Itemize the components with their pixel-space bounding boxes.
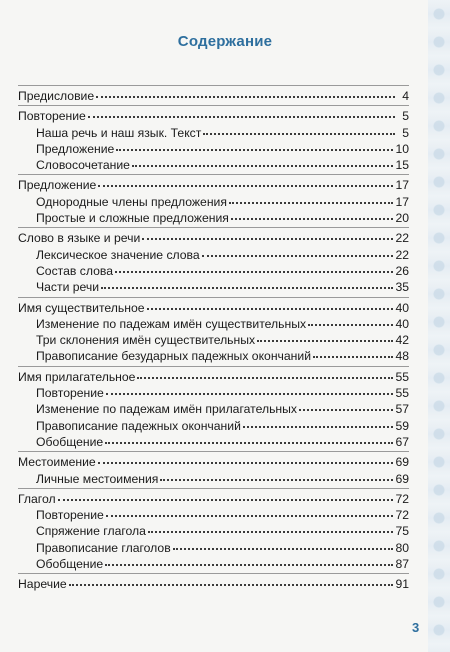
toc-entry-title: Повторение	[36, 508, 104, 523]
toc-entry-page: 69	[395, 471, 409, 486]
dot-leader	[243, 416, 394, 428]
dot-leader	[88, 106, 395, 118]
dot-leader	[69, 574, 394, 586]
dot-leader	[98, 452, 394, 464]
toc-entry-page: 10	[395, 141, 409, 156]
toc-entry-title: Словосочетание	[36, 158, 130, 173]
toc-entry-title: Предложение	[36, 141, 115, 156]
toc-entry-title: Слово в языке и речи	[18, 231, 141, 246]
toc-entry-page: 72	[395, 508, 409, 523]
toc-entry-title: Имя прилагательное	[18, 369, 136, 384]
page-edge-ornament	[428, 0, 450, 652]
toc-entry-page: 67	[395, 434, 409, 449]
toc-entry-page: 69	[395, 455, 409, 470]
dot-leader	[106, 383, 394, 395]
toc-subsection	[18, 210, 409, 226]
toc-entry-title: Спряжение глагола	[36, 524, 146, 539]
toc-entry-title: Обобщение	[36, 557, 104, 572]
toc-entry-page: 17	[395, 194, 409, 209]
toc-entry-title: Местоимение	[18, 455, 96, 470]
toc-entry-title: Правописание падежных окончаний	[36, 418, 241, 433]
toc-entry-page: 55	[395, 369, 409, 384]
toc-entry-page: 22	[395, 247, 409, 262]
toc-entry-page: 5	[402, 109, 409, 124]
dot-leader	[58, 489, 394, 501]
toc-section	[18, 576, 409, 592]
toc-subsection	[18, 279, 409, 295]
dot-leader	[105, 432, 393, 444]
toc-entry-page: 48	[395, 349, 409, 364]
toc-entry-title: Предложение	[18, 178, 97, 193]
toc-entry-title: Обобщение	[36, 434, 104, 449]
toc-entry-title: Простые и сложные предложения	[36, 211, 229, 226]
dot-leader	[98, 175, 393, 187]
dot-leader	[308, 314, 393, 326]
toc-entry-page: 22	[395, 231, 409, 246]
page-number: 3	[412, 620, 420, 635]
toc-entry-title: Глагол	[18, 491, 56, 506]
toc-entry-title: Имя существительное	[18, 300, 145, 315]
dot-leader	[101, 277, 393, 289]
dot-leader	[137, 367, 393, 379]
toc-entry-title: Части речи	[36, 280, 100, 295]
toc-entry-page: 87	[395, 557, 409, 572]
toc-entry-page: 72	[395, 491, 409, 506]
toc-entry-title: Повторение	[36, 386, 104, 401]
toc-entry-title: Изменение по падежам имён прилагательных	[36, 402, 298, 417]
toc-entry-title: Правописание безударных падежных окончаний	[36, 349, 312, 364]
toc-subsection	[18, 157, 409, 173]
dot-leader	[313, 346, 393, 358]
toc-section	[18, 88, 409, 104]
toc-entry-title: Однородные члены предложения	[36, 194, 227, 209]
dot-leader	[105, 554, 393, 566]
toc-entry-page: 59	[395, 418, 409, 433]
toc-entry-page: 55	[395, 386, 409, 401]
dot-leader	[148, 521, 394, 533]
dot-leader	[96, 86, 395, 98]
dot-leader	[142, 228, 393, 240]
toc-entry-title: Состав слова	[36, 263, 113, 278]
toc-entry-page: 91	[395, 577, 409, 592]
toc-entry-page: 5	[402, 125, 409, 140]
dot-leader	[147, 298, 394, 310]
toc-entry-title: Предисловие	[18, 89, 95, 103]
toc-entry-page: 26	[395, 263, 409, 278]
toc-entry-page: 17	[395, 178, 409, 193]
toc-entry-title: Личные местоимения	[36, 471, 159, 486]
dot-leader	[299, 399, 393, 411]
dot-leader	[202, 245, 394, 257]
toc-subsection	[18, 348, 409, 364]
toc-entry-page: 57	[395, 402, 409, 417]
toc-entry-page: 15	[395, 158, 409, 173]
toc-subsection	[18, 434, 409, 450]
toc-entry-title: Наша речь и наш язык. Текст	[36, 125, 202, 140]
dot-leader	[115, 261, 393, 273]
dot-leader	[257, 330, 393, 342]
toc-entry-page: 40	[395, 316, 409, 331]
page-title: Содержание	[177, 33, 273, 50]
toc-entry-page: 42	[395, 333, 409, 348]
toc-entry-page: 20	[395, 211, 409, 226]
toc-entry-title: Лексическое значение слова	[36, 247, 200, 262]
dot-leader	[231, 208, 394, 220]
toc-entry-page: 40	[395, 300, 409, 315]
toc-entry-page: 75	[395, 524, 409, 539]
dot-leader	[160, 469, 393, 481]
toc-entry-page: 4	[402, 89, 409, 103]
table-of-contents	[18, 84, 409, 593]
toc-subsection	[18, 556, 409, 572]
toc-entry-title: Наречие	[18, 577, 67, 592]
toc-entry-title: Изменение по падежам имён существительных	[36, 316, 307, 331]
toc-entry-title: Повторение	[18, 109, 86, 124]
toc-entry-title: Правописание глаголов	[36, 540, 171, 555]
toc-subsection	[18, 471, 409, 487]
dot-leader	[203, 123, 395, 135]
dot-leader	[106, 505, 394, 517]
toc-entry-title: Три склонения имён существительных	[36, 333, 256, 348]
toc-entry-page: 80	[395, 540, 409, 555]
dot-leader	[132, 155, 393, 167]
dot-leader	[173, 538, 394, 550]
toc-entry-page: 35	[395, 280, 409, 295]
dot-leader	[229, 192, 393, 204]
dot-leader	[116, 139, 393, 151]
